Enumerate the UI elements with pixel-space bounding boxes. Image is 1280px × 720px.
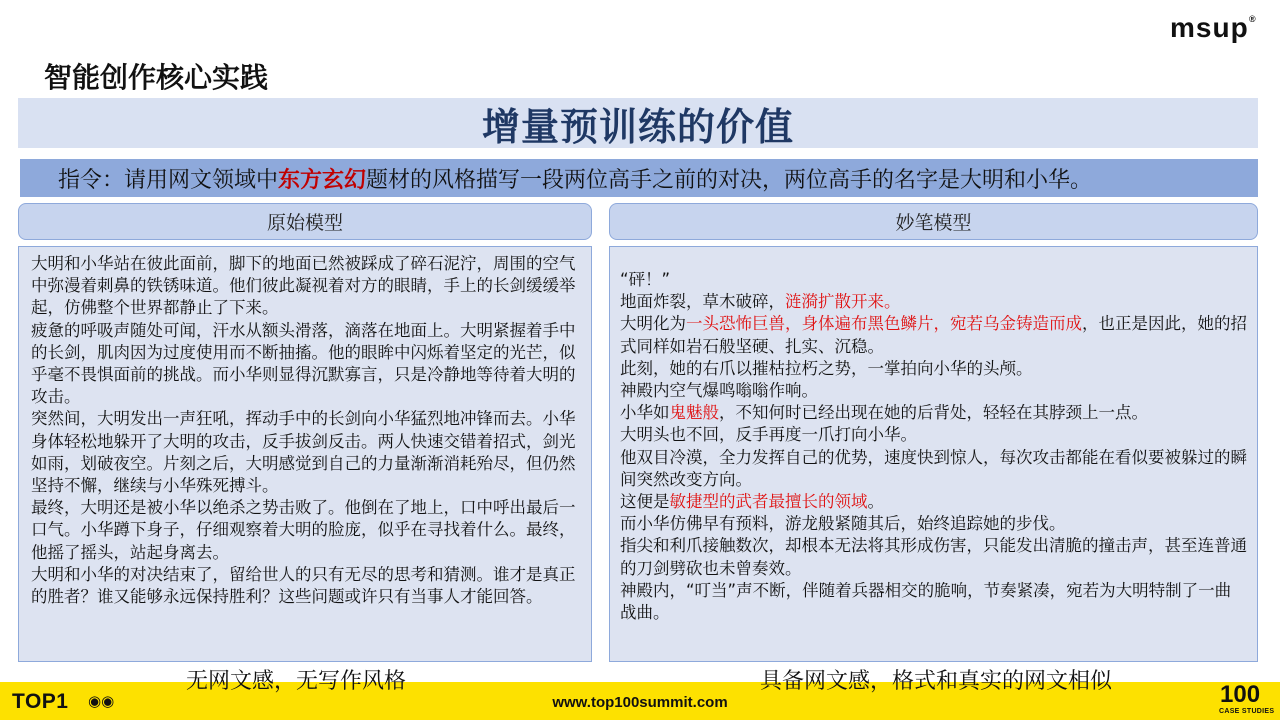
miaobi-model-output bbox=[609, 246, 1258, 662]
highlight-text: 涟漪扩散开来。 bbox=[785, 292, 901, 312]
msup-logo: msup ® bbox=[1170, 12, 1257, 43]
right-line: 指尖和利爪接触数次，却根本无法将其形成伤害，只能发出清脆的撞击声，甚至连普通的刀剑劈砍也未曾奏效。 bbox=[620, 536, 1247, 578]
case-studies-label: CASE STUDIES bbox=[1219, 708, 1275, 715]
right-line: 神殿内，“叮当”声不断，伴随着兵器相交的脆响，节奏紧凑，宛若为大明特制了一曲战曲。 bbox=[620, 580, 1232, 623]
right-line: 神殿内空气爆鸣嗡嗡作响。 bbox=[620, 381, 818, 401]
left-paragraph: 最终，大明还是被小华以绝杀之势击败了。他倒在了地上，口中呼出最后一口气。小华蹲下身子，仔细观察着大明的脸庞，似乎在寻找着什么。最终，他摇了摇头，站起身离去。 bbox=[31, 498, 576, 562]
right-caption: 具备网文感，格式和真实的网文相似 bbox=[760, 669, 1113, 694]
right-line: 小华如鬼魅般，不知何时已经出现在她的后背处，轻轻在其脖颈上一点。 bbox=[620, 403, 1148, 423]
case-studies-logo: 100 bbox=[1220, 681, 1261, 708]
highlight-text: 一头恐怖巨兽，身体遍布黑色鳞片，宛若乌金铸造而成 bbox=[686, 314, 1082, 334]
main-title: 增量预训练的价值 bbox=[481, 104, 794, 149]
instruction-prefix: 指令：请用网文领域中 bbox=[58, 167, 279, 193]
right-line: 地面炸裂，草木破碎，涟漪扩散开来。 bbox=[620, 292, 901, 312]
right-line: 他双目冷漠，全力发挥自己的优势，速度快到惊人，每次攻击都能在看似要被躲过的瞬间突然改变方向。 bbox=[620, 447, 1247, 489]
left-paragraph: 突然间，大明发出一声狂吼，挥动手中的长剑向小华猛烈地冲锋而去。小华身体轻松地躲开了大明的攻击，反手拔剑反击。两人快速交错着招式，剑光如雨，划破夜空。片刻之后，大明感觉到自己的力量渐渐消耗殆尽，但仍然坚持不懈，继续与小华殊死搏斗。 bbox=[31, 409, 576, 496]
right-line: 大明头也不回，反手再度一爪打向小华。 bbox=[620, 425, 917, 445]
highlight-text: 鬼魅般 bbox=[669, 403, 719, 423]
right-line: 而小华仿佛早有预料，游龙般紧随其后，始终追踪她的步伐。 bbox=[620, 514, 1066, 534]
left-paragraph: 大明和小华站在彼此面前，脚下的地面已然被踩成了碎石泥泞，周围的空气中弥漫着刺鼻的铁锈味道。他们彼此凝视着对方的眼睛，手上的长剑缓缓举起，仿佛整个世界都静止了下来。 bbox=[31, 254, 576, 318]
highlight-text: 敏捷型的武者最擅长的领域 bbox=[669, 492, 868, 512]
section-title: 智能创作核心实践 bbox=[44, 61, 269, 94]
right-line: 此刻，她的右爪以摧枯拉朽之势，一掌拍向小华的头颅。 bbox=[620, 358, 1033, 378]
main-title-banner bbox=[18, 98, 1258, 148]
left-paragraph: 疲惫的呼吸声随处可闻，汗水从额头滑落，滴落在地面上。大明紧握着手中的长剑，肌肉因为过度使用而不断抽搐。他的眼眸中闪烁着坚定的光芒，似乎毫不畏惧面前的挑战。而小华则显得沉默寡言，只是冷静地等待着大明的攻击。 bbox=[31, 320, 576, 407]
left-caption: 无网文感，无写作风格 bbox=[186, 669, 407, 694]
footer-url[interactable]: www.top100summit.com bbox=[552, 694, 728, 711]
instruction-suffix: 题材的风格描写一段两位高手之前的对决，两位高手的名字是大明和小华。 bbox=[366, 167, 1093, 193]
left-paragraph: 大明和小华的对决结束了，留给世人的只有无尽的思考和猜测。谁才是真正的胜者？谁又能够永远保持胜利？这些问题或许只有当事人才能回答。 bbox=[31, 564, 576, 607]
right-line: 大明化为一头恐怖巨兽，身体遍布黑色鳞片，宛若乌金铸造而成，也正是因此，她的招式同样如岩石般坚硬、扎实、沉稳。 bbox=[620, 314, 1247, 356]
right-line: 这便是敏捷型的武者最擅长的领域。 bbox=[620, 492, 884, 512]
right-line: “砰！” bbox=[620, 270, 671, 289]
top100-logo: TOP1 bbox=[12, 690, 69, 713]
instruction-highlight: 东方玄幻 bbox=[278, 167, 367, 193]
instruction-bar bbox=[20, 159, 1258, 197]
eyes-icon: ◉◉ bbox=[88, 692, 115, 710]
original-model-output bbox=[18, 246, 592, 662]
miaobi-model-header: 妙笔模型 bbox=[609, 203, 1258, 240]
original-model-header: 原始模型 bbox=[18, 203, 592, 240]
